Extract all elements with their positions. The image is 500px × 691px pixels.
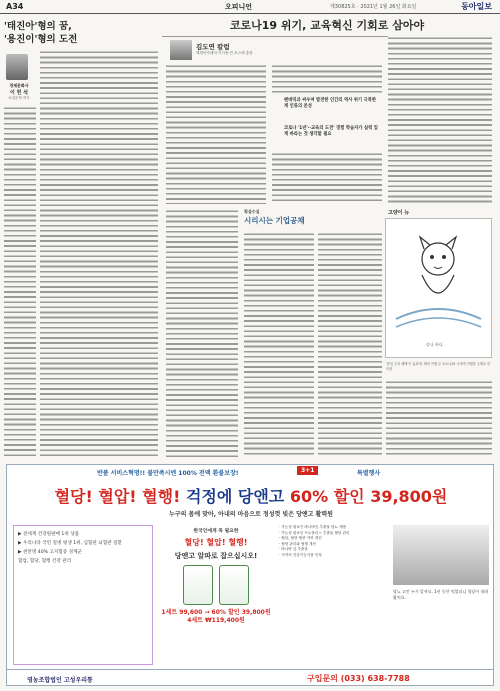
ad-product-box xyxy=(157,525,275,665)
column-body-mid xyxy=(244,232,314,458)
ad-feature-item: · 혈당 관리와 혈행 개선 xyxy=(279,541,316,546)
cartoon-credit: '몰입 주의 혜택'이 효과에. 해외 여행 등 코로나19 시대에 여행을 주제로 한 작품 xyxy=(386,362,491,371)
left-author-role: 소설문학 작가 xyxy=(8,96,30,100)
center-subhead-2: 코로나 '1년'··교육의 도전' 경험 학습자가 실력 있게 바라는 것 생각할 필요 xyxy=(284,126,378,137)
center-body-col3 xyxy=(388,36,492,204)
ad-person-photo xyxy=(393,525,489,585)
ad-subline: 누구의 몸에 맞아, 아내의 마음으로 정성껏 빚은 당앤고 활력원 xyxy=(169,511,333,518)
ad-price-1: 1세트 99,600 → 60% 할인 39,800원 xyxy=(161,609,271,616)
ad-left-item: ▶ 천만명 40% 고지혈증 경계군 xyxy=(18,550,82,555)
ad-feature-item: · 가능성 원료인 프로폴리스 추출물 혈당 관리 xyxy=(279,530,350,535)
ad-feature-list xyxy=(279,525,389,665)
advertisement[interactable] xyxy=(6,464,494,686)
ad-bottom-bar xyxy=(7,669,494,686)
ad-company-name: 영농조합법인 고성우리통 xyxy=(27,677,93,684)
ad-feature-item: · 혈압, 혈당 혈중 자연 개선 xyxy=(279,536,322,540)
ad-badge: 3+1 xyxy=(297,466,318,475)
center-author-role: 태재아카데미 이사장·전 포스텍 총장 xyxy=(196,51,253,55)
ad-feature-item: · 바나바 잎 추출물 xyxy=(279,547,308,551)
product-jar-icon xyxy=(183,565,213,605)
left-article-body-b xyxy=(4,106,36,456)
newspaper-name: 동아일보 xyxy=(461,2,492,11)
cartoon-label: 고양이 뉴 xyxy=(388,210,410,216)
center-body-col2b xyxy=(272,152,382,204)
column-title: 시리시는 기업공채 xyxy=(244,216,305,225)
ad-mid-t2: 혈당! 혈압! 혈행! xyxy=(184,538,248,547)
column-body-left xyxy=(166,209,238,459)
ad-feature-item: · 가능성 원료인 바나바잎 추출물 당뇨 예방 xyxy=(279,525,347,529)
ad-main-red: 혈당! 혈압! 혈행! xyxy=(54,487,181,506)
column-body-right xyxy=(318,232,382,458)
page-header xyxy=(0,0,500,14)
left-author-category: 경제문화사 xyxy=(9,83,29,88)
cartoon-caption: 송나 바다 xyxy=(426,342,443,347)
ad-top-bar xyxy=(7,465,494,479)
ad-mid-t3: 당앤고 알파로 잡으십시오! xyxy=(174,552,258,560)
ad-main-price: 60% 할인 39,800원 xyxy=(289,487,448,506)
cartoon-drawing xyxy=(386,219,491,339)
left-article-body-a xyxy=(40,50,158,456)
ad-person-quote: 당뇨 고민 누가 알까요. 1년 동안 먹었더니 혈당이 내려왔어요. xyxy=(393,589,489,600)
page-number: A34 xyxy=(6,2,24,11)
ad-left-box xyxy=(13,525,153,665)
ad-refund-text: 반품 서비스혁명!! 불만족시엔 100% 전액 환불보장! xyxy=(97,470,239,477)
left-title-line2: '용진이'형의 도전 xyxy=(4,34,78,45)
ad-left-item: ▶ 전세계 건강원판매 1위 상품 xyxy=(18,532,80,537)
product-jar-icon xyxy=(219,565,249,605)
section-title: 오피니언 xyxy=(225,3,253,11)
ad-main-banner xyxy=(7,479,494,509)
ad-event-text: 특별행사 xyxy=(357,470,381,477)
ad-product-jars xyxy=(176,565,256,605)
center-body-col2 xyxy=(272,64,382,94)
ad-left-item: ▶ 우리나라 국민 질병 평생 1위, 심혈관 뇌혈관 질환 xyxy=(18,541,122,546)
left-article-title xyxy=(4,20,154,46)
cartoon-image xyxy=(385,218,492,358)
ad-price-2: 4세트 ₩119,400원 xyxy=(187,617,245,624)
ad-phone[interactable]: 구입문의 (033) 638-7788 xyxy=(307,674,410,683)
center-author-name: 김도연 칼럼 xyxy=(196,43,230,51)
center-headline: 코로나19 위기, 교육혁신 기회로 삼아야 xyxy=(162,19,492,37)
issue-info: 제30825호 · 2021년 1월 26일 화요일 xyxy=(330,4,417,10)
cartoon-side-text xyxy=(386,380,492,458)
ad-mid-t1: 한국인에게 꼭 필요한 xyxy=(193,529,239,534)
ad-left-item: 혈압, 혈당, 혈행 건강 관리 xyxy=(18,559,72,564)
column-tag: 횡설수설 xyxy=(244,209,260,214)
center-author-photo xyxy=(170,40,192,60)
left-author-photo xyxy=(6,54,28,80)
ad-main-mid: 걱정에 당앤고 xyxy=(185,487,285,506)
left-title-line1: '태진아'형의 꿈, xyxy=(4,21,72,32)
center-body-col1 xyxy=(166,64,266,204)
left-author-name: 이 헌 석 xyxy=(10,90,28,96)
center-subhead-1: 팬데믹과 싸우며 발전한 인간의 역사 위기 극복한 게 인류의 본성 xyxy=(284,98,376,109)
ad-feature-item: · 식약처 건강기능식품 인정 xyxy=(279,552,322,557)
